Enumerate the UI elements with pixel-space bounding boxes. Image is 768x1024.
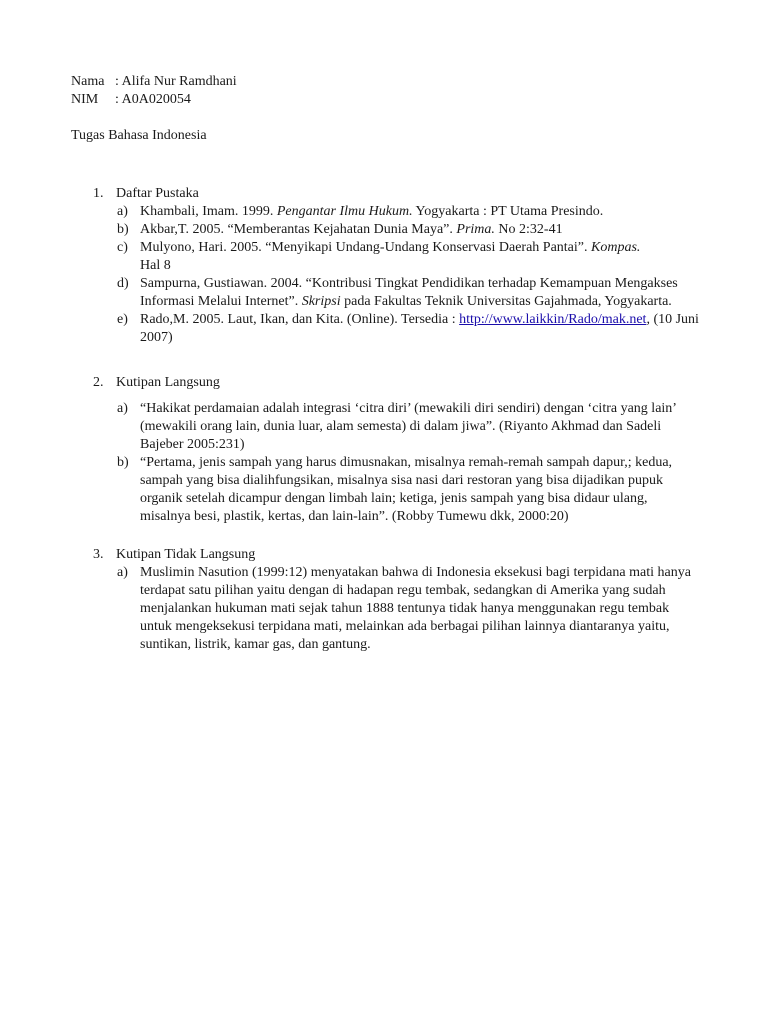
name-line bbox=[71, 73, 237, 91]
reference-list bbox=[71, 203, 701, 347]
list-item bbox=[71, 564, 701, 654]
item-text: Rado,M. 2005. Laut, Ikan, dan Kita. (Online). Tersedia : bbox=[140, 312, 460, 327]
item-italic: Kompas. bbox=[591, 240, 641, 255]
list-item bbox=[71, 275, 701, 311]
item-text: Hal 8 bbox=[140, 258, 171, 273]
item-letter: c) bbox=[117, 240, 128, 255]
quote-list bbox=[71, 400, 701, 526]
item-italic: Prima. bbox=[456, 222, 495, 237]
item-text: No 2:32-41 bbox=[494, 222, 563, 237]
item-text: “Pertama, jenis sampah yang harus dimusnakan, misalnya remah-remah sampah dapur,; kedua, sampah yang bisa dialihfungsikan, misalnya sisa nasi dari restoran yang bisa dijadikan pupuk organik setelah dicampur dengan limbah lain; ketiga, jenis sampah yang bisa didaur ulang, misalnya besi, plastik, kertas, dan lain-lain”. (Robby Tumewu dkk, 2000:20) bbox=[140, 455, 673, 524]
section-title: Daftar Pustaka bbox=[116, 186, 199, 201]
item-text: Yogyakarta : PT Utama Presindo. bbox=[412, 204, 604, 219]
item-letter: b) bbox=[117, 455, 129, 470]
section-title: Kutipan Tidak Langsung bbox=[116, 547, 256, 562]
section-heading bbox=[71, 374, 701, 392]
list-item bbox=[71, 311, 701, 347]
assignment-title: Tugas Bahasa Indonesia bbox=[71, 128, 207, 143]
reference-link[interactable]: http://www.laikkin/Rado/mak.net bbox=[459, 312, 647, 327]
section-kutipan-langsung bbox=[71, 374, 701, 526]
item-text: Muslimin Nasution (1999:12) menyatakan bahwa di Indonesia eksekusi bagi terpidana mati hanya terdapat satu pilihan yaitu dengan di hadapan regu tembak, sedangkan di Amerika yang sudah menjalankan hukuman mati sejak tahun 1888 tentunya tidak hanya menggunakan regu tembak untuk mengeksekusi terpidana mati, melainkan ada berbagai pilihan lainnya diantaranya yaitu, suntikan, listrik, kamar gas, dan gantung. bbox=[140, 565, 691, 652]
name-value: : Alifa Nur Ramdhani bbox=[115, 74, 237, 89]
item-letter: a) bbox=[117, 401, 128, 416]
list-item bbox=[71, 221, 701, 239]
section-heading bbox=[71, 185, 701, 203]
item-letter: a) bbox=[117, 565, 128, 580]
list-item bbox=[71, 454, 701, 526]
list-item bbox=[71, 400, 701, 454]
nim-label: NIM bbox=[71, 92, 99, 107]
section-kutipan-tidak-langsung bbox=[71, 546, 701, 654]
section-daftar-pustaka bbox=[71, 185, 701, 347]
item-text: Mulyono, Hari. 2005. “Menyikapi Undang-Undang Konservasi Daerah Pantai”. bbox=[140, 240, 592, 255]
item-text: Khambali, Imam. 1999. bbox=[140, 204, 277, 219]
item-text: pada Fakultas Teknik Universitas Gajahmada, Yogyakarta. bbox=[340, 294, 672, 309]
list-item bbox=[71, 239, 701, 275]
paraphrase-list bbox=[71, 564, 701, 654]
item-letter: b) bbox=[117, 222, 129, 237]
item-text: Akbar,T. 2005. “Memberantas Kejahatan Dunia Maya”. bbox=[140, 222, 457, 237]
item-letter: a) bbox=[117, 204, 128, 219]
section-heading bbox=[71, 546, 701, 564]
item-text: “Hakikat perdamaian adalah integrasi ‘citra diri’ (mewakili diri sendiri) dengan ‘citra yang lain’ (mewakili orang lain, dunia luar, alam semesta) di dalam jiwa”. (Riyanto Akhmad dan Sadeli Bajeber 2005:231) bbox=[140, 401, 676, 452]
section-number: 3. bbox=[93, 547, 104, 562]
nim-line bbox=[71, 91, 191, 109]
item-italic: Skripsi bbox=[301, 294, 341, 309]
item-letter: d) bbox=[117, 276, 129, 291]
list-item bbox=[71, 203, 701, 221]
section-title: Kutipan Langsung bbox=[116, 375, 220, 390]
item-letter: e) bbox=[117, 312, 128, 327]
nim-value: : A0A020054 bbox=[115, 92, 191, 107]
name-label: Nama bbox=[71, 74, 105, 89]
item-text: , (10 Juni 2007) bbox=[140, 312, 699, 345]
item-text: Sampurna, Gustiawan. 2004. “Kontribusi Tingkat Pendidikan terhadap Kemampuan Mengakses Informasi Melalui Internet”. bbox=[140, 276, 678, 309]
item-italic: Pengantar Ilmu Hukum. bbox=[276, 204, 413, 219]
section-number: 1. bbox=[93, 186, 104, 201]
section-number: 2. bbox=[93, 375, 104, 390]
